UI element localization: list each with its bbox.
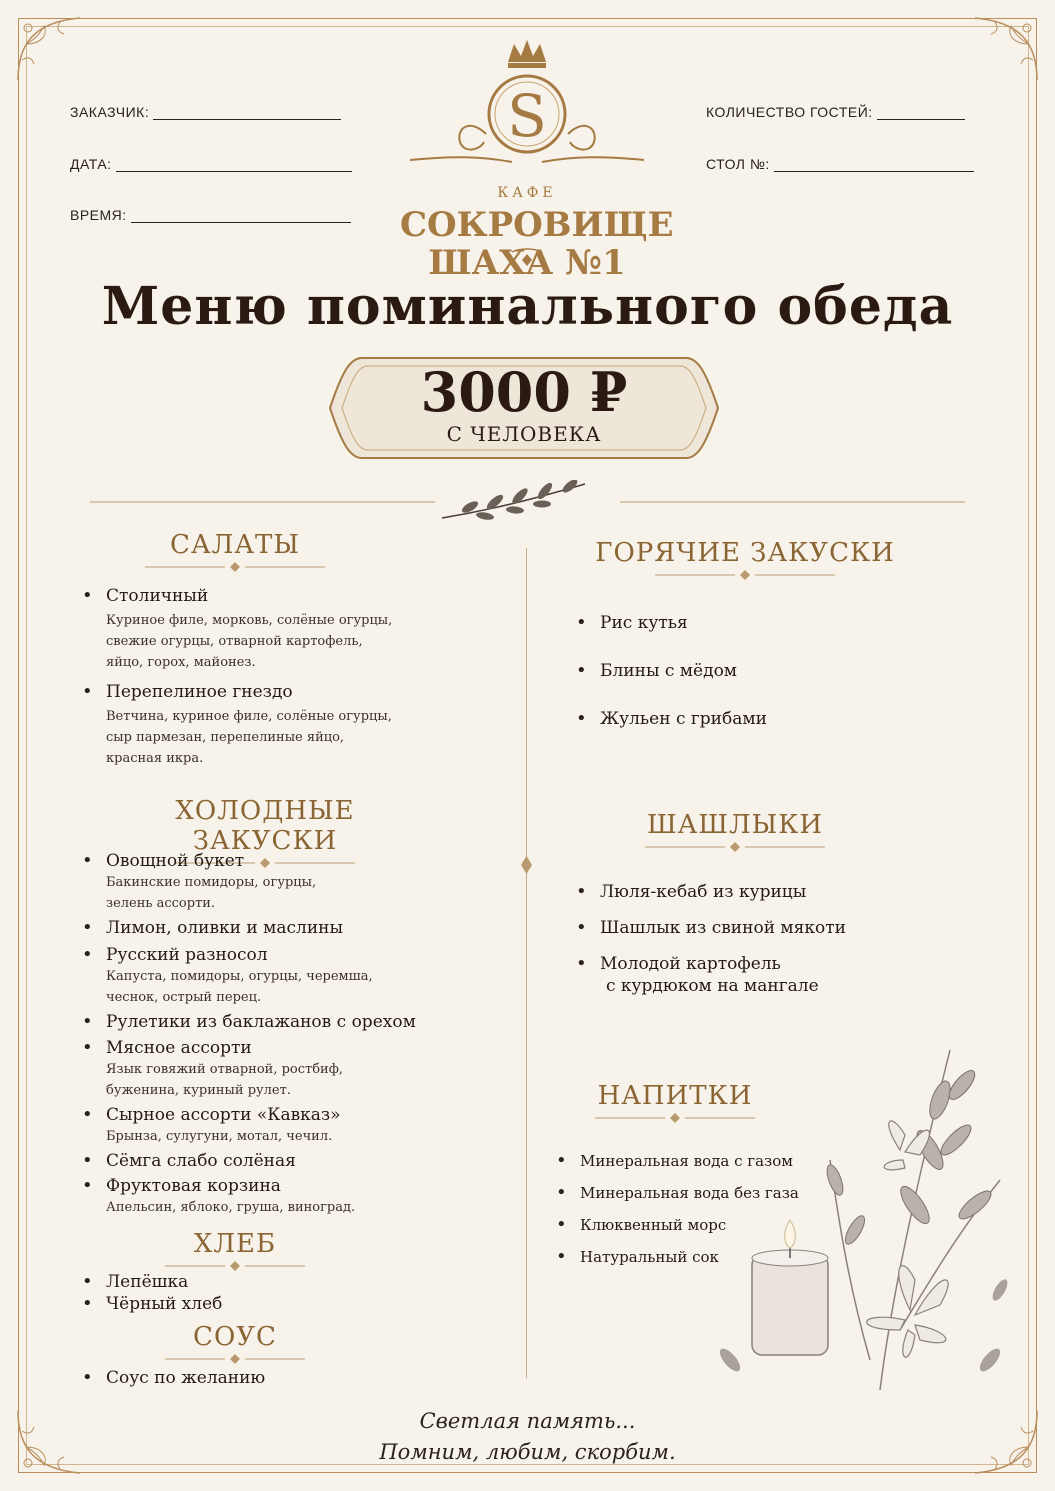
customer-input-line[interactable] <box>153 105 341 120</box>
section-title-cold: ХОЛОДНЫЕ ЗАКУСКИ <box>100 796 430 868</box>
list-item: • Лимон, оливки и маслины <box>82 917 502 939</box>
customer-label: ЗАКАЗЧИК: <box>70 104 150 120</box>
date-input-line[interactable] <box>116 157 352 172</box>
price-badge <box>322 352 726 464</box>
bread-list <box>82 1271 502 1315</box>
page-title: Меню поминального обеда <box>101 276 954 337</box>
price-per-person: С ЧЕЛОВЕКА <box>446 422 602 446</box>
footer-line2: Помним, любим, скорбим. <box>379 1440 676 1464</box>
guests-input-line[interactable] <box>877 105 965 120</box>
list-item: • Клюквенный морс <box>556 1214 856 1236</box>
list-item: • Жульен с грибами <box>576 708 976 730</box>
list-item: • Сёмга слабо солёная <box>82 1150 502 1172</box>
list-item: • Минеральная вода с газом <box>556 1150 856 1172</box>
hot-appetizers-list <box>576 612 976 730</box>
title-ornament-icon <box>165 1354 305 1364</box>
date-label: ДАТА: <box>70 156 112 172</box>
list-item: • Рис кутья <box>576 612 976 634</box>
customer-field <box>70 104 341 120</box>
list-item: • Сырное ассорти «Кавказ» Брынза, сулугуни, мотал, чечил. <box>82 1104 502 1147</box>
diamond-ornament-icon <box>518 842 535 888</box>
list-item: • Соус по желанию <box>82 1367 502 1389</box>
section-title-drinks: НАПИТКИ <box>580 1081 770 1123</box>
guests-field <box>706 104 965 120</box>
list-item: • Овощной букет Бакинские помидоры, огурцы, зелень ассорти. <box>82 850 502 914</box>
time-field <box>70 207 351 223</box>
shashlik-list <box>576 881 976 997</box>
table-label: СТОЛ №: <box>706 156 770 172</box>
list-item: • Лепёшка <box>82 1271 502 1293</box>
logo-kafe-text: КАФЕ <box>497 185 557 201</box>
list-item: • Натуральный сок <box>556 1246 856 1268</box>
table-input-line[interactable] <box>774 157 974 172</box>
date-field <box>70 156 352 172</box>
price-amount: 3000 ₽ <box>420 360 628 424</box>
list-item: • Блины с мёдом <box>576 660 976 682</box>
list-item: • Фруктовая корзина Апельсин, яблоко, груша, виноград. <box>82 1175 502 1218</box>
title-ornament-icon <box>645 842 825 852</box>
guests-label: КОЛИЧЕСТВО ГОСТЕЙ: <box>706 104 873 120</box>
list-item: • Минеральная вода без газа <box>556 1182 856 1204</box>
section-title-hot: ГОРЯЧИЕ ЗАКУСКИ <box>580 538 910 580</box>
list-item: • Рулетики из баклажанов с орехом <box>82 1011 502 1033</box>
list-item: • Мясное ассорти Язык говяжий отварной, ростбиф, буженина, куриный рулет. <box>82 1037 502 1101</box>
section-title-salads: САЛАТЫ <box>100 530 370 572</box>
cafe-logo <box>400 38 674 283</box>
logo-name-line2: ШАХА №1 <box>428 243 626 283</box>
list-item: • Люля-кебаб из курицы <box>576 881 976 903</box>
lily-candle-illustration-icon <box>700 1030 1020 1410</box>
section-title-bread: ХЛЕБ <box>100 1229 370 1271</box>
title-ornament-icon <box>655 570 835 580</box>
logo-name <box>400 205 674 283</box>
list-item: • Столичный Куриное филе, морковь, солёные огурцы, свежие огурцы, отварной картофель, яйцо, горох, майонез. <box>82 585 502 673</box>
list-item: • Русский разносол Капуста, помидоры, огурцы, черемша, чеснок, острый перец. <box>82 944 502 1008</box>
section-title-sauce: СОУС <box>100 1322 370 1364</box>
cold-appetizers-list <box>82 850 502 1218</box>
sauce-list <box>82 1367 502 1389</box>
corner-ornament-icon <box>971 14 1041 84</box>
column-divider <box>526 548 527 1378</box>
branch-divider-icon <box>90 480 965 526</box>
list-item: • Шашлык из свиной мякоти <box>576 917 976 939</box>
list-item: • Молодой картофель с курдюком на мангале <box>576 953 976 997</box>
logo-letter: S <box>507 82 547 150</box>
time-label: ВРЕМЯ: <box>70 207 127 223</box>
title-ornament-icon <box>145 562 325 572</box>
footer-memorial-text <box>0 1406 1055 1468</box>
table-field <box>706 156 974 172</box>
logo-name-line1: СОКРОВИЩЕ <box>400 205 674 245</box>
footer-line1: Светлая память... <box>419 1409 636 1433</box>
section-title-shashlik: ШАШЛЫКИ <box>600 810 870 852</box>
salads-list <box>82 585 502 769</box>
list-item: • Чёрный хлеб <box>82 1293 502 1315</box>
time-input-line[interactable] <box>131 208 351 223</box>
title-ornament-icon <box>165 1261 305 1271</box>
list-item: • Перепелиное гнездо Ветчина, куриное филе, солёные огурцы, сыр пармезан, перепелиные яйцо, красная икра. <box>82 681 502 769</box>
corner-ornament-icon <box>14 14 84 84</box>
